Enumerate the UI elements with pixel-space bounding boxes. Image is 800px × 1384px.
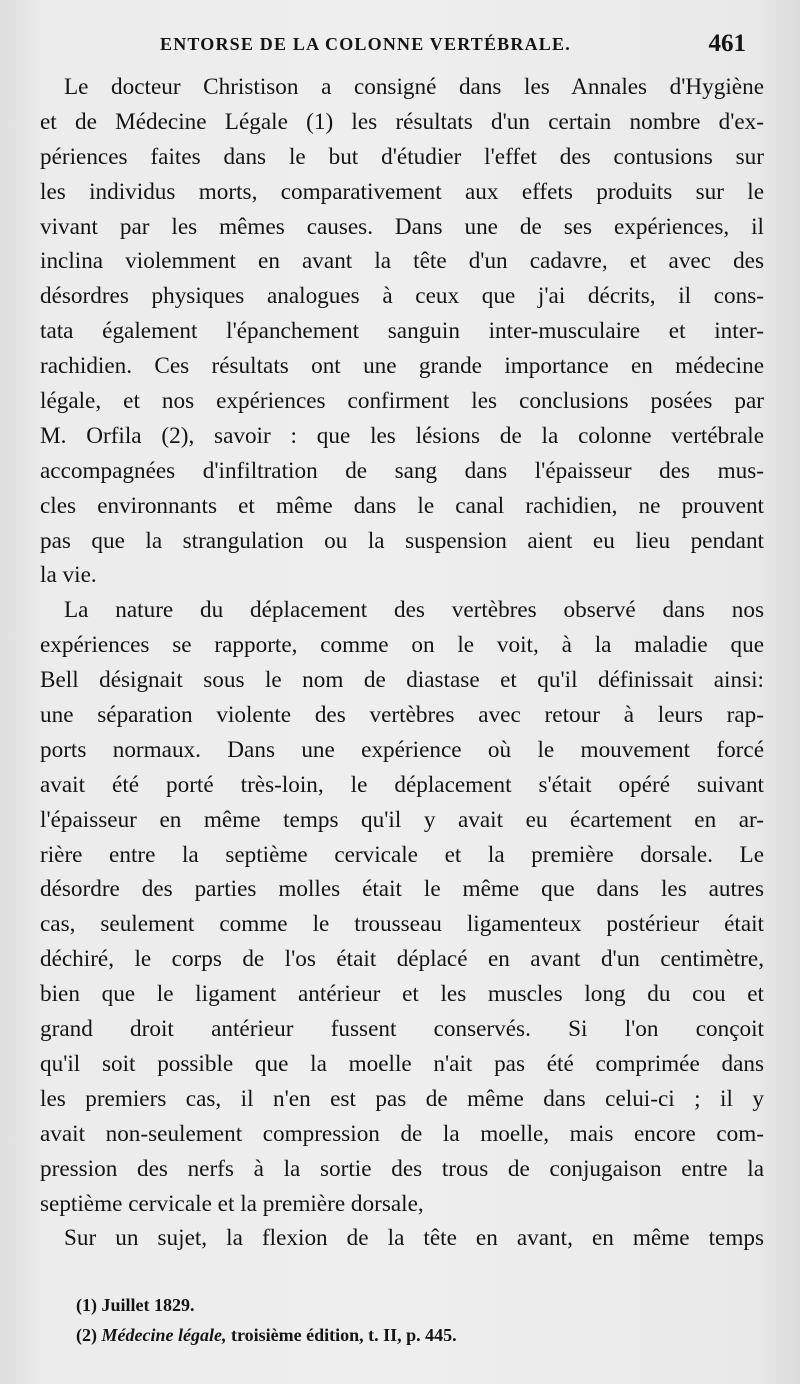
text-line: bien que le ligament antérieur et les muscles long du cou et — [40, 981, 764, 1008]
text-line: légale, et nos expériences confirment les conclusions posées par — [40, 388, 764, 415]
text-line: grand droit antérieur fussent conservés. Si l'on conçoit — [40, 1016, 764, 1043]
text-line: Le docteur Christison a consigné dans les Annales d'Hygiène — [64, 74, 764, 100]
text-line: une séparation violente des vertèbres avec retour à leurs rap- — [40, 702, 764, 729]
text-line: vivant par les mêmes causes. Dans une de ses expériences, il — [40, 213, 764, 240]
text-line: rière entre la septième cervicale et la première dorsale. Le — [40, 841, 764, 868]
text-line: la vie. — [40, 562, 97, 589]
text-line: tata également l'épanchement sanguin inter-musculaire et inter- — [40, 318, 764, 345]
paragraph-2 — [40, 593, 764, 1221]
text-line: avait non-seulement compression de la moelle, mais encore com- — [40, 1120, 764, 1147]
text-line: pression des nerfs à la sortie des trous de conjugaison entre la — [40, 1155, 764, 1182]
text-line: M. Orfila (2), savoir : que les lésions de la colonne vertébrale — [40, 422, 764, 449]
running-head — [40, 30, 746, 64]
footnote-work-title: Médecine légale, — [101, 1325, 227, 1345]
text-line: périences faites dans le but d'étudier l'effet des contusions sur — [40, 143, 764, 170]
page-number: 461 — [708, 30, 746, 57]
text-line: La nature du déplacement des vertèbres observé dans nos — [64, 597, 764, 624]
text-line: Sur un sujet, la flexion de la tête en avant, en même temps — [64, 1225, 764, 1252]
text-line: pas que la strangulation ou la suspension aient eu lieu pendant — [40, 527, 764, 554]
running-title: ENTORSE DE LA COLONNE VERTÉBRALE. — [160, 34, 571, 54]
text-line: rachidien. Ces résultats ont une grande importance en médecine — [40, 353, 764, 380]
text-line: désordre des parties molles était le même que dans les autres — [40, 876, 764, 903]
text-line: cles environnants et même dans le canal rachidien, ne prouvent — [40, 492, 764, 519]
text-line: septième cervicale et la première dorsale, — [40, 1190, 424, 1217]
text-line: Bell désignait sous le nom de diastase et qu'il définissait ainsi: — [40, 667, 764, 694]
footnote-1 — [76, 1290, 766, 1320]
footnote-text: troisième édition, t. II, p. 445. — [230, 1325, 457, 1345]
text-line: ports normaux. Dans une expérience où le mouvement forcé — [40, 736, 764, 763]
footnote-marker: (1) — [76, 1295, 97, 1315]
body-text — [40, 70, 764, 1256]
text-line: inclina violemment en avant la tête d'un cadavre, et avec des — [40, 248, 764, 275]
text-line: accompagnées d'infiltration de sang dans l'épaisseur des mus- — [40, 457, 764, 484]
footnotes — [76, 1290, 766, 1350]
text-line: désordres physiques analogues à ceux que j'ai décrits, il cons- — [40, 283, 764, 310]
text-line: expériences se rapporte, comme on le voit, à la maladie que — [40, 632, 764, 659]
text-line: les premiers cas, il n'en est pas de même dans celui-ci ; il y — [40, 1085, 764, 1112]
text-line: l'épaisseur en même temps qu'il y avait eu écartement en ar- — [40, 806, 764, 833]
text-line: les individus morts, comparativement aux effets produits sur le — [40, 178, 764, 205]
footnote-text: Juillet 1829. — [101, 1295, 195, 1315]
text-line: déchiré, le corps de l'os était déplacé en avant d'un centimètre, — [40, 946, 764, 973]
text-line: cas, seulement comme le trousseau ligamenteux postérieur était — [40, 911, 764, 938]
footnote-2 — [76, 1320, 766, 1350]
paragraph-1 — [40, 70, 764, 593]
text-line: qu'il soit possible que la moelle n'ait pas été comprimée dans — [40, 1050, 764, 1077]
text-line: avait été porté très-loin, le déplacement s'était opéré suivant — [40, 771, 764, 798]
footnote-marker: (2) — [76, 1325, 97, 1345]
text-line: et de Médecine Légale (1) les résultats d'un certain nombre d'ex- — [40, 108, 764, 135]
paragraph-3 — [40, 1221, 764, 1256]
